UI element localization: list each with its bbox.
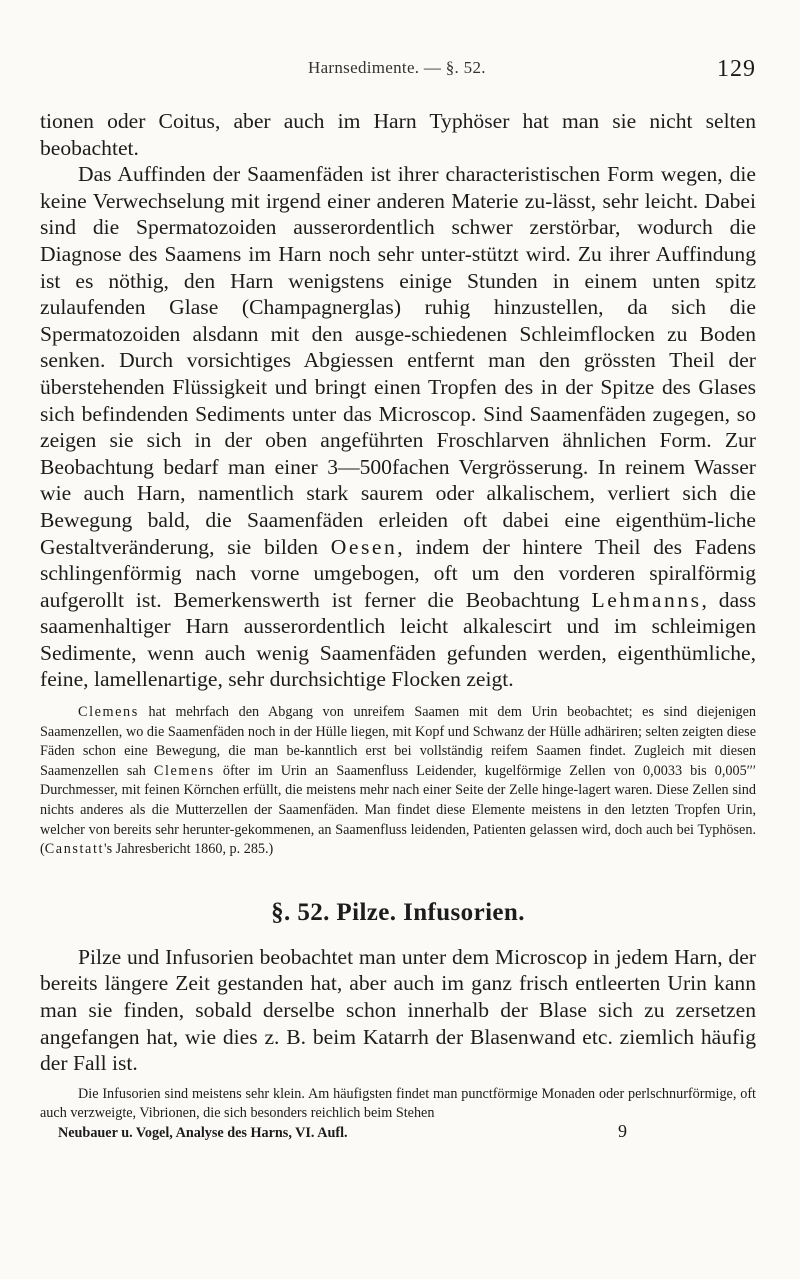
note-text: hat mehrfach den Abgang von unreifem Saamen mit dem Urin beobachtet; es sind diejenigen Saamenzellen, wo die Saamenfäden noch in der Hülle liegen, mit Kopf und Schwanz der Hülle adhäriren; selten zeigten diese Fäden schon eine Bewegung, die man be-kanntlich erst bei vollständig reifem Saamen findet. Zugleich mit diesen Saamenzellen sah bbox=[40, 704, 756, 779]
page-footer bbox=[58, 1120, 756, 1143]
running-title: Harnsedimente. — §. 52. bbox=[308, 58, 486, 77]
paragraph-saamenfaeden bbox=[40, 161, 756, 693]
note-text: öfter im Urin an Saamenfluss Leidender, kugelförmige Zellen von 0,0033 bis 0,005′′′ Durchmesser, mit feinen Körnchen erfüllt, die meistens mehr nach einer Seite der Zelle hinge-lagert waren. Diese Zellen sind nichts anderes als die Mutterzellen der Saamenfäden. Man findet diese Elemente meistens in den letzten Tropfen Urin, welcher von bereits sehr herunter-gekommenen, an Saamenfluss leidenden, Patienten gelassen wird, doch auch bei Typhösen. ( bbox=[40, 762, 757, 858]
section-heading: §. 52. Pilze. Infusorien. bbox=[271, 898, 525, 926]
page-body bbox=[40, 108, 756, 1143]
footer-reference: Neubauer u. Vogel, Analyse des Harns, VI. Aufl. bbox=[58, 1124, 348, 1141]
signature-mark: 9 bbox=[618, 1120, 627, 1141]
author-lehmann: Lehmanns bbox=[591, 587, 702, 612]
paragraph-text: , dass saamenhaltiger Harn ausserordentlich leicht alkalescirt und im schleimigen Sedimente, wenn auch wenig Saamenfäden gefunden werden, eigenthümliche, feine, lamellenartige, sehr durchsichtige Flocken zeigt. bbox=[40, 587, 756, 692]
note-infusorien: Die Infusorien sind meistens sehr klein. Am häufigsten findet man punctförmige Monaden oder perlschnurförmige, oft auch verzweigte, Vibrionen, die sich besonders reichlich beim Stehen bbox=[40, 1085, 756, 1122]
emphasis-oesen: Oesen bbox=[330, 534, 398, 559]
paragraph-text: , indem der hintere Theil des Fadens schlingenförmig nach vorne umgebogen, oft um den vorderen spiralförmig aufgerollt ist. Bemerkenswerth ist ferner die Beobachtung bbox=[40, 534, 756, 612]
author-clemens: Clemens bbox=[78, 704, 139, 721]
note-clemens bbox=[40, 703, 756, 860]
author-canstatt: Canstatt bbox=[44, 841, 105, 858]
running-head bbox=[40, 58, 756, 86]
page-number: 129 bbox=[717, 56, 756, 82]
paragraph-text: Das Auffinden der Saamenfäden ist ihrer characteristischen Form wegen, die keine Verwechselung mit irgend einer anderen Materie zu-lässt, sehr leicht. Dabei sind die Spermatozoiden ausserordentlich schwer zerstörbar, wodurch die Diagnose des Saamens im Harn noch sehr unter-stützt wird. Zu ihrer Auffindung ist es nöthig, den Harn wenigstens einige Stunden in einem unten spitz zulaufenden Glase (Champagnerglas) ruhig hinzustellen, da sich die Spermatozoiden alsdann mit den ausge-schiedenen Schleimflocken zu Boden senken. Durch vorsichtiges Abgiessen entfernt man den grössten Theil der überstehenden Flüssigkeit und bringt einen Tropfen des in der Spitze des Glases sich befindenden Sediments unter das Microscop. Sind Saamenfäden zugegen, so zeigen sie sich in der oben angeführten Froschlarven ähnlichen Form. Zur Beobachtung bedarf man einer 3—500fachen Vergrösserung. In reinem Wasser wie auch Harn, namentlich stark saurem oder alkalischem, verliert sich die Bewegung bald, die Saamenfäden erleiden oft dabei eine eigenthüm-liche Gestaltveränderung, sie bilden bbox=[40, 162, 756, 559]
author-clemens: Clemens bbox=[153, 762, 215, 779]
paragraph-pilze: Pilze und Infusorien beobachtet man unter dem Microscop in jedem Harn, der bereits längere Zeit gestanden hat, aber auch im ganz frisch entleerten Urin kann man sie finden, sobald derselbe schon innerhalb der Blase sich zu zersetzen angefangen hat, wie dies z. B. beim Katarrh der Blasenwand etc. ziemlich häufig der Fall ist. bbox=[40, 944, 756, 1076]
paragraph-continued: tionen oder Coitus, aber auch im Harn Typhöser hat man sie nicht selten beobachtet. bbox=[40, 109, 756, 160]
note-text: 's Jahresbericht 1860, p. 285.) bbox=[104, 841, 274, 858]
